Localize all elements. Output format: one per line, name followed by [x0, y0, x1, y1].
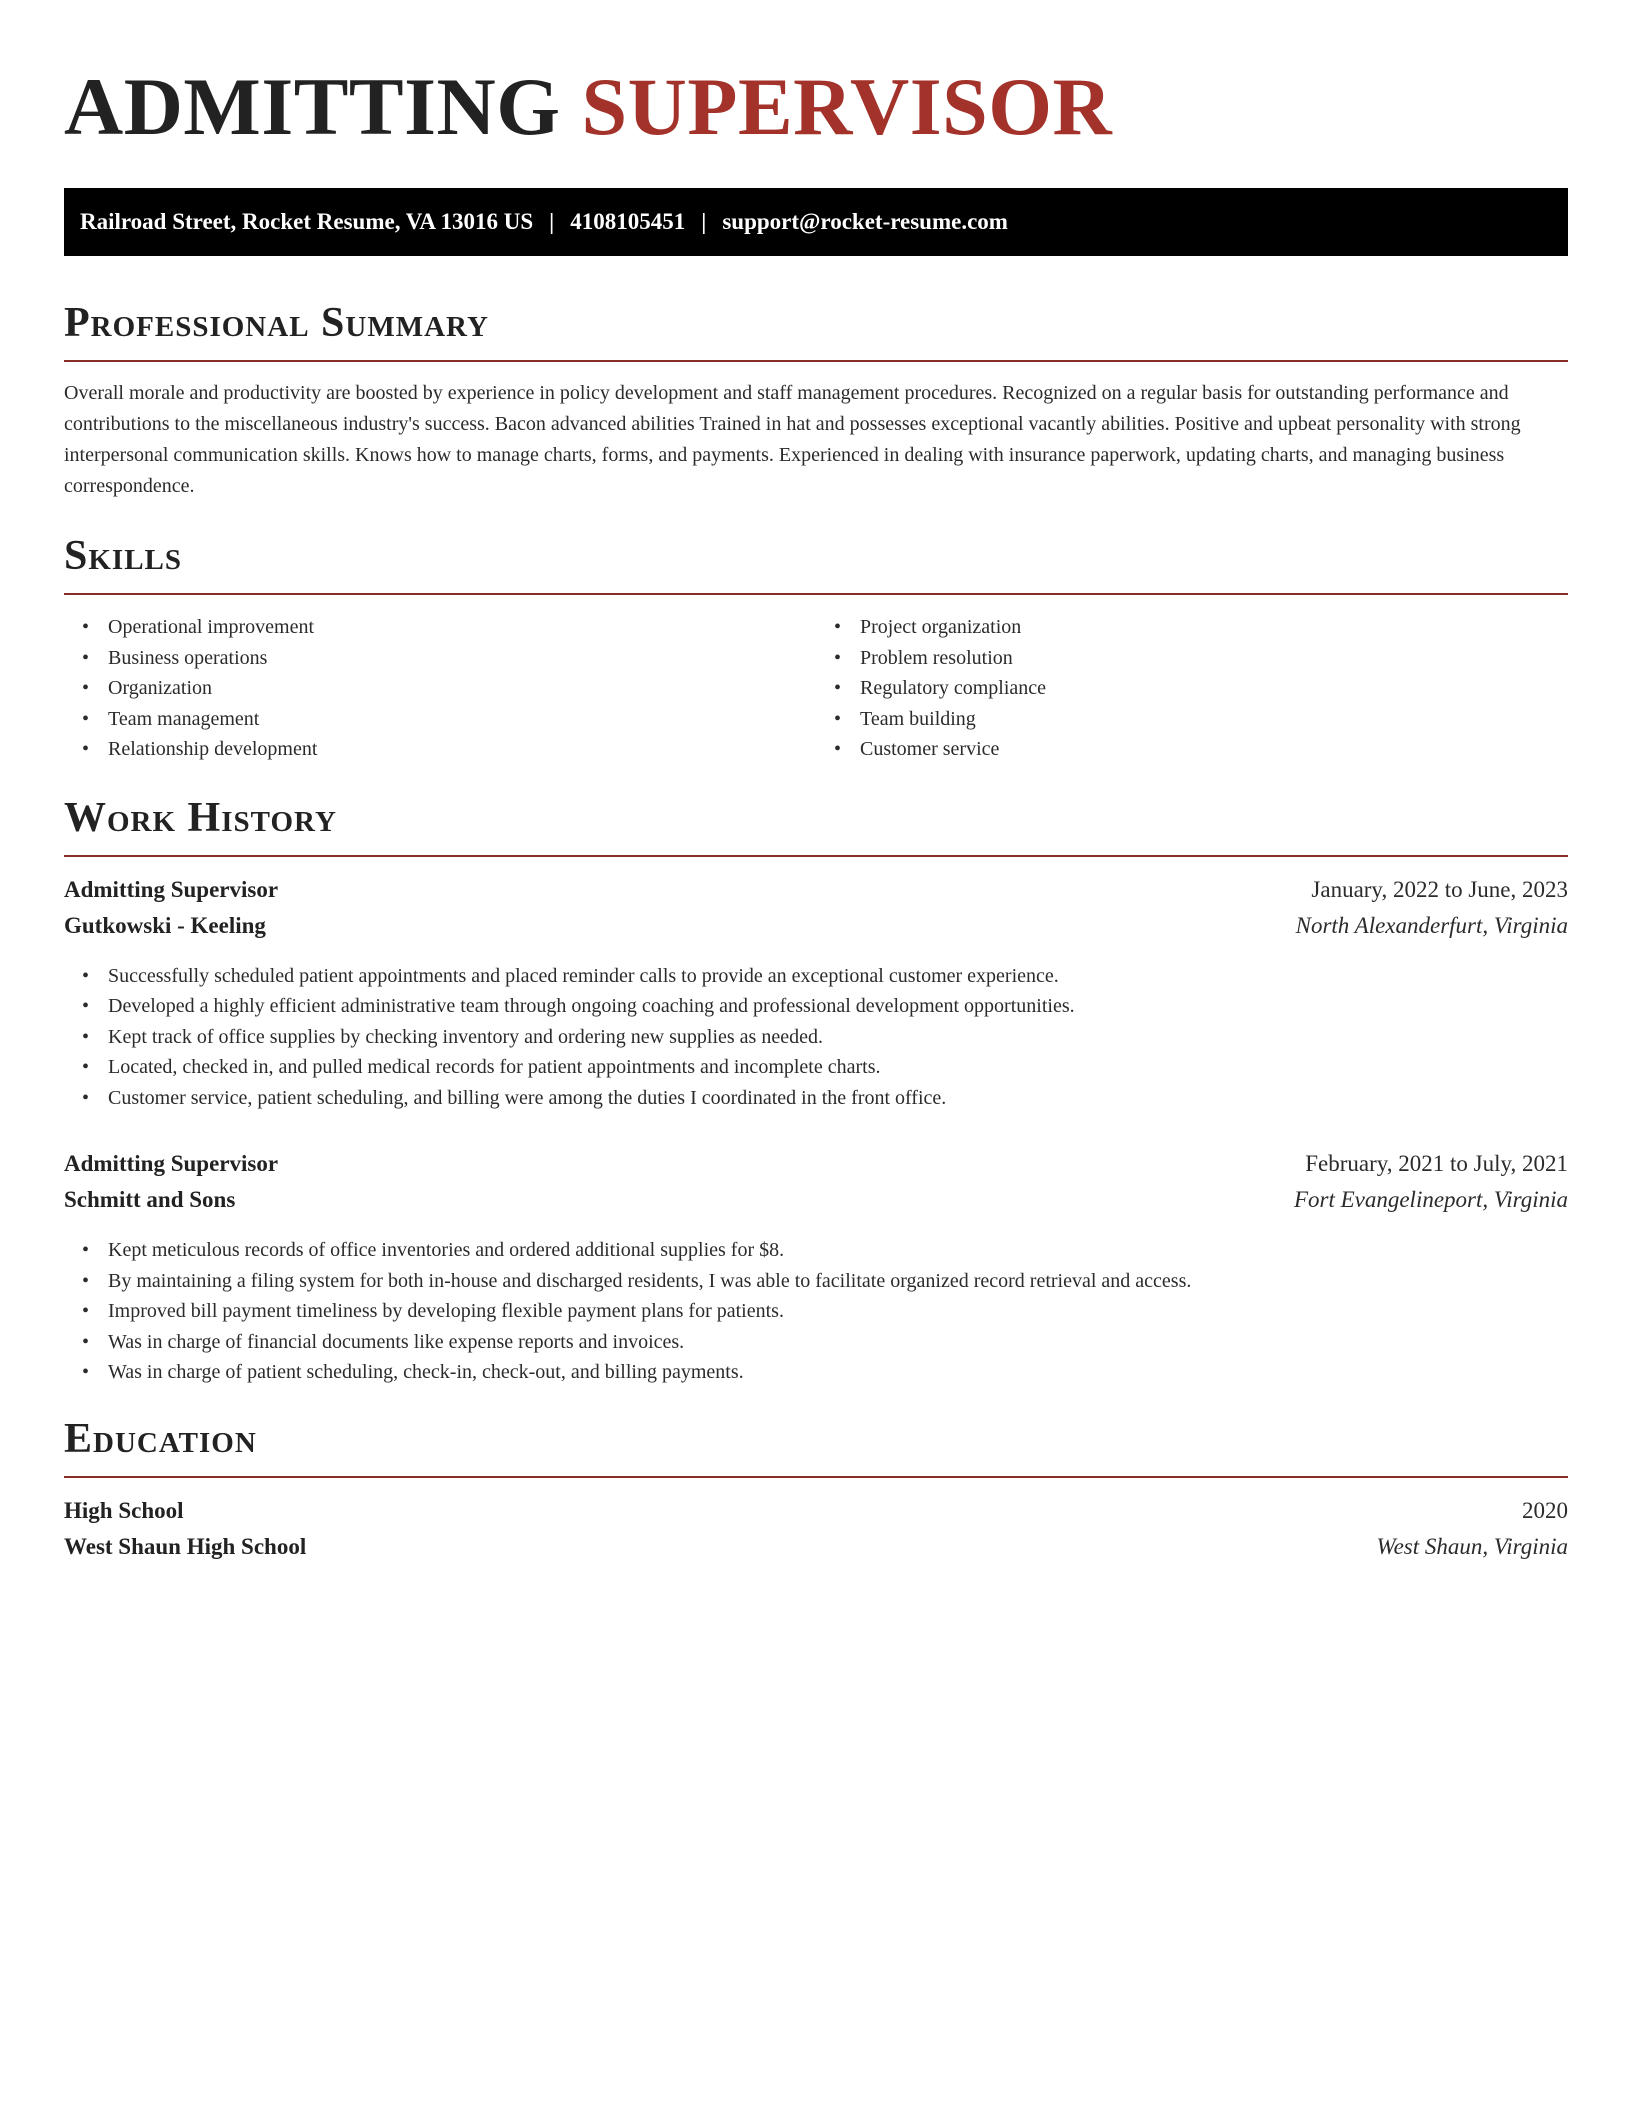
job-entry [64, 1151, 1568, 1388]
job-duty: • Was in charge of patient scheduling, check-in, check-out, and billing payments. [108, 1357, 1568, 1388]
job-role: Admitting Supervisor [64, 876, 279, 902]
education-section [64, 1415, 1568, 1570]
job-duty: • Developed a highly efficient administrative team through ongoing coaching and professional development opportunities. [108, 991, 1568, 1022]
contact-separator: | [701, 209, 707, 234]
contact-address: Railroad Street, Rocket Resume, VA 13016 US [80, 209, 534, 234]
contact-bar [64, 188, 1568, 256]
job-duty: • Kept track of office supplies by checking inventory and ordering new supplies as needed. [108, 1022, 1568, 1053]
section-divider [64, 360, 1568, 362]
section-title-work-history: Work History [64, 794, 337, 841]
job-dates: January, 2022 to June, 2023 [1311, 876, 1568, 902]
contact-email: support@rocket-resume.com [722, 209, 1008, 234]
job-company: Schmitt and Sons [64, 1187, 236, 1212]
skill-item: • Regulatory compliance [860, 673, 1568, 704]
education-entry [64, 1498, 1568, 1570]
job-duty: • Located, checked in, and pulled medical records for patient appointments and incomplete charts. [108, 1052, 1568, 1083]
job-duty: • Successfully scheduled patient appointments and placed reminder calls to provide an exceptional customer experience. [108, 961, 1568, 992]
skill-item: • Business operations [108, 643, 816, 674]
section-title-education: Education [64, 1415, 257, 1462]
skill-item: • Team management [108, 704, 816, 735]
education-degree: High School [64, 1497, 184, 1523]
title-first-word: ADMITTING [64, 61, 561, 152]
job-duties [64, 1235, 1568, 1388]
job-duty: • Was in charge of financial documents like expense reports and invoices. [108, 1327, 1568, 1358]
work-history-section [64, 794, 1568, 1388]
job-location: North Alexanderfurt, Virginia [1295, 912, 1568, 938]
education-year: 2020 [1522, 1497, 1568, 1523]
section-divider [64, 1476, 1568, 1478]
education-location: West Shaun, Virginia [1376, 1533, 1568, 1559]
job-duty: • Improved bill payment timeliness by developing flexible payment plans for patients. [108, 1296, 1568, 1327]
summary-text: Overall morale and productivity are boosted by experience in policy development and staff management procedures. Recognized on a regular basis for outstanding performance and contributions to the miscellaneous industry's success. Bacon advanced abilities Trained in hat and possesses exceptional vacantly abilities. Positive and upbeat personality with strong interpersonal communication skills. Knows how to manage charts, forms, and payments. Experienced in dealing with insurance paperwork, updating charts, and managing business correspondence. [64, 382, 1521, 497]
section-divider [64, 855, 1568, 857]
education-school: West Shaun High School [64, 1533, 307, 1559]
skill-item: • Organization [108, 673, 816, 704]
resume-title [64, 56, 1568, 152]
summary-section [64, 302, 1568, 502]
job-entry [64, 877, 1568, 1114]
job-company: Gutkowski - Keeling [64, 912, 266, 938]
skills-section [64, 535, 1568, 765]
title-second-word: SUPERVISOR [581, 61, 1113, 152]
skills-grid [64, 612, 1568, 765]
section-title-skills: Skills [64, 533, 183, 579]
section-title-summary: Professional Summary [64, 300, 489, 346]
skill-item: • Relationship development [108, 734, 816, 765]
skill-item: • Customer service [860, 734, 1568, 765]
skill-item: • Team building [860, 704, 1568, 735]
section-divider [64, 593, 1568, 595]
job-role: Admitting Supervisor [64, 1151, 279, 1176]
job-dates: February, 2021 to July, 2021 [1305, 1151, 1568, 1176]
skill-item: • Operational improvement [108, 612, 816, 643]
job-duty: • Kept meticulous records of office inventories and ordered additional supplies for $8. [108, 1235, 1568, 1266]
job-location: Fort Evangelineport, Virginia [1293, 1187, 1568, 1212]
skills-column-left [64, 612, 816, 765]
skill-item: • Problem resolution [860, 643, 1568, 674]
skills-column-right [816, 612, 1568, 765]
contact-phone: 4108105451 [570, 209, 686, 234]
job-duties [64, 961, 1568, 1114]
contact-separator: | [549, 209, 555, 234]
job-duty: • Customer service, patient scheduling, and billing were among the duties I coordinated in the front office. [108, 1083, 1568, 1114]
job-duty: • By maintaining a filing system for both in-house and discharged residents, I was able to facilitate organized record retrieval and access. [108, 1266, 1568, 1297]
skill-item: • Project organization [860, 612, 1568, 643]
